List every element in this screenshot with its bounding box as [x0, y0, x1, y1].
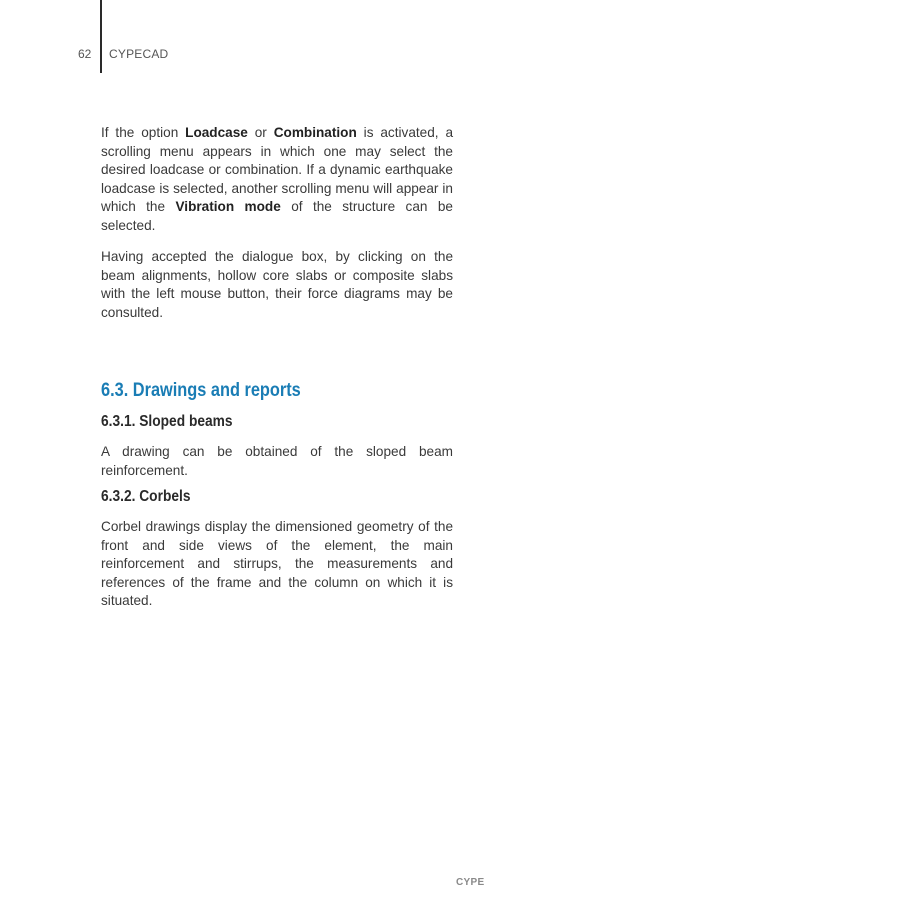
text: If the option [101, 125, 186, 140]
text: of the structure can be selected. [101, 199, 453, 233]
paragraph-text: Having accepted the dialogue box, by clicking on the beam alignments, hollow core slabs or composite slabs with the left mouse button, their force diagrams may be consulted. [101, 249, 453, 320]
bold-term-combination: Combination [273, 125, 357, 140]
paragraph-dialogue [101, 248, 453, 322]
footer-brand: CYPE [456, 877, 485, 888]
header-rule [100, 0, 102, 73]
text: or [247, 125, 274, 140]
paragraph-sloped-beams [101, 443, 453, 480]
page-number: 62 [78, 47, 92, 61]
text: is activated, a scrolling menu appears in which one may select the desired loadcase or combination. If a dynamic earthquake loadcase is selected, another scrolling menu will appear in which the [101, 125, 453, 214]
paragraph-text: Corbel drawings display the dimensioned geometry of the front and side views of the element, the main reinforcement and stirrups, the measurements and references of the frame and the column on which it is situated. [101, 519, 453, 608]
subsection-heading-sloped-beams: 6.3.1. Sloped beams [101, 413, 233, 430]
bold-term-loadcase: Loadcase [185, 125, 248, 140]
paragraph-text: A drawing can be obtained of the sloped beam reinforcement. [101, 444, 453, 478]
paragraph-corbels [101, 518, 453, 611]
bold-term-vibration-mode: Vibration mode [175, 199, 281, 214]
paragraph-loadcase [101, 124, 453, 235]
section-heading: 6.3. Drawings and reports [101, 380, 301, 401]
running-title: CYPECAD [109, 47, 169, 61]
subsection-heading-corbels: 6.3.2. Corbels [101, 488, 191, 505]
